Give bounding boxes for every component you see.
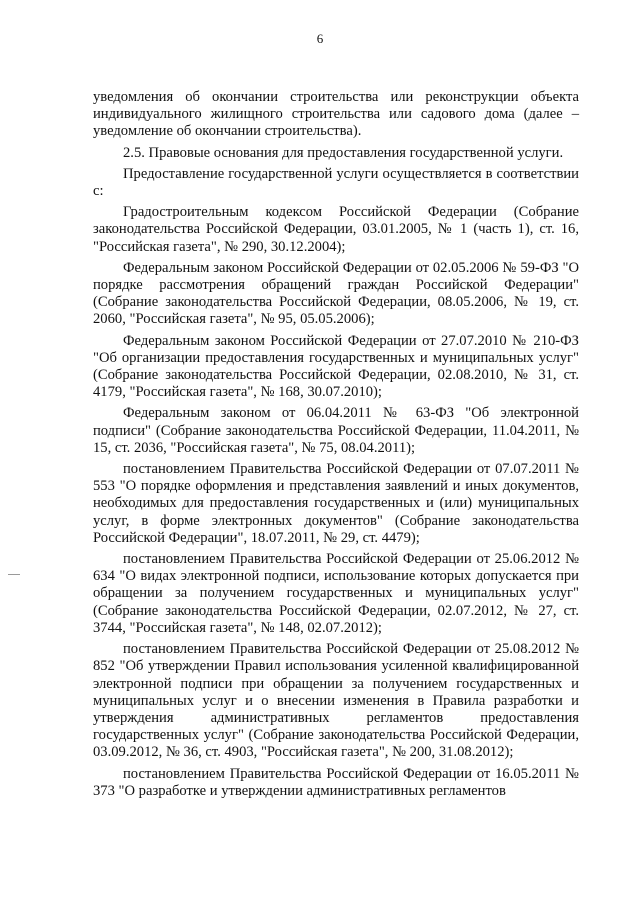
paragraph-law-63fz: Федеральным законом от 06.04.2011 № 63-ФЗ "Об электронной подписи" (Собрание законодательства Российской Федерации, 11.04.2011, № 15, ст. 2036, "Российская газета", № 75, 08.04.2011); bbox=[93, 405, 579, 456]
paragraph-decree-852: постановлением Правительства Российской Федерации от 25.08.2012 № 852 "Об утверждении Правил использования усиленной квалифицированной электронной подписи при обращении за получением государственных и муниципальных услуг и о внесении изменения в Правила разработки и утверждения административных регламентов предоставления государственных услуг" (Собрание законодательства Российской Федерации, 03.09.2012, № 36, ст. 4903, "Российская газета", № 200, 31.08.2012); bbox=[93, 641, 579, 761]
paragraph-notice-continuation: уведомления об окончании строительства или реконструкции объекта индивидуального жилищного строительства или садового дома (далее – уведомление об окончании строительства). bbox=[93, 89, 579, 140]
paragraph-decree-634: постановлением Правительства Российской Федерации от 25.06.2012 № 634 "О видах электронной подписи, использование которых допускается при обращении за получением государственных и муниципальных услуг" (Собрание законодательства Российской Федерации, 02.07.2012, № 27, ст. 3744, "Российская газета", № 148, 02.07.2012); bbox=[93, 551, 579, 636]
paragraph-law-59fz: Федеральным законом Российской Федерации от 02.05.2006 № 59-ФЗ "О порядке рассмотрения обращений граждан Российской Федерации" (Собрание законодательства Российской Федерации, 08.05.2006, № 19, ст. 2060, "Российская газета", № 95, 05.05.2006); bbox=[93, 259, 579, 328]
paragraph-law-210fz: Федеральным законом Российской Федерации от 27.07.2010 № 210-ФЗ "Об организации предоставления государственных и муниципальных услуг" (Собрание законодательства Российской Федерации, 02.08.2010, № 31, ст. 4179, "Российская газета", № 168, 30.07.2010); bbox=[93, 332, 579, 401]
paragraph-decree-553: постановлением Правительства Российской Федерации от 07.07.2011 № 553 "О порядке оформления и представления заявлений и иных документов, необходимых для предоставления государственных и (или) муниципальных услуг, в форме электронных документов" (Собрание законодательства Российской Федерации", 18.07.2011, № 29, ст. 4479); bbox=[93, 461, 579, 546]
paragraph-urban-planning-code: Градостроительным кодексом Российской Федерации (Собрание законодательства Российской Федерации, 03.01.2005, № 1 (часть 1), ст. 16, "Российская газета", № 290, 30.12.2004); bbox=[93, 204, 579, 255]
paragraph-decree-373: постановлением Правительства Российской Федерации от 16.05.2011 № 373 "О разработке и утверждении административных регламентов bbox=[93, 765, 579, 799]
page-number: 6 bbox=[316, 31, 324, 46]
paragraph-legal-basis-heading: 2.5. Правовые основания для предоставления государственной услуги. bbox=[123, 144, 564, 161]
margin-mark bbox=[8, 574, 20, 575]
paragraph-legal-basis-intro: Предоставление государственной услуги осуществляется в соответствии с: bbox=[93, 165, 579, 200]
document-body bbox=[93, 89, 579, 804]
